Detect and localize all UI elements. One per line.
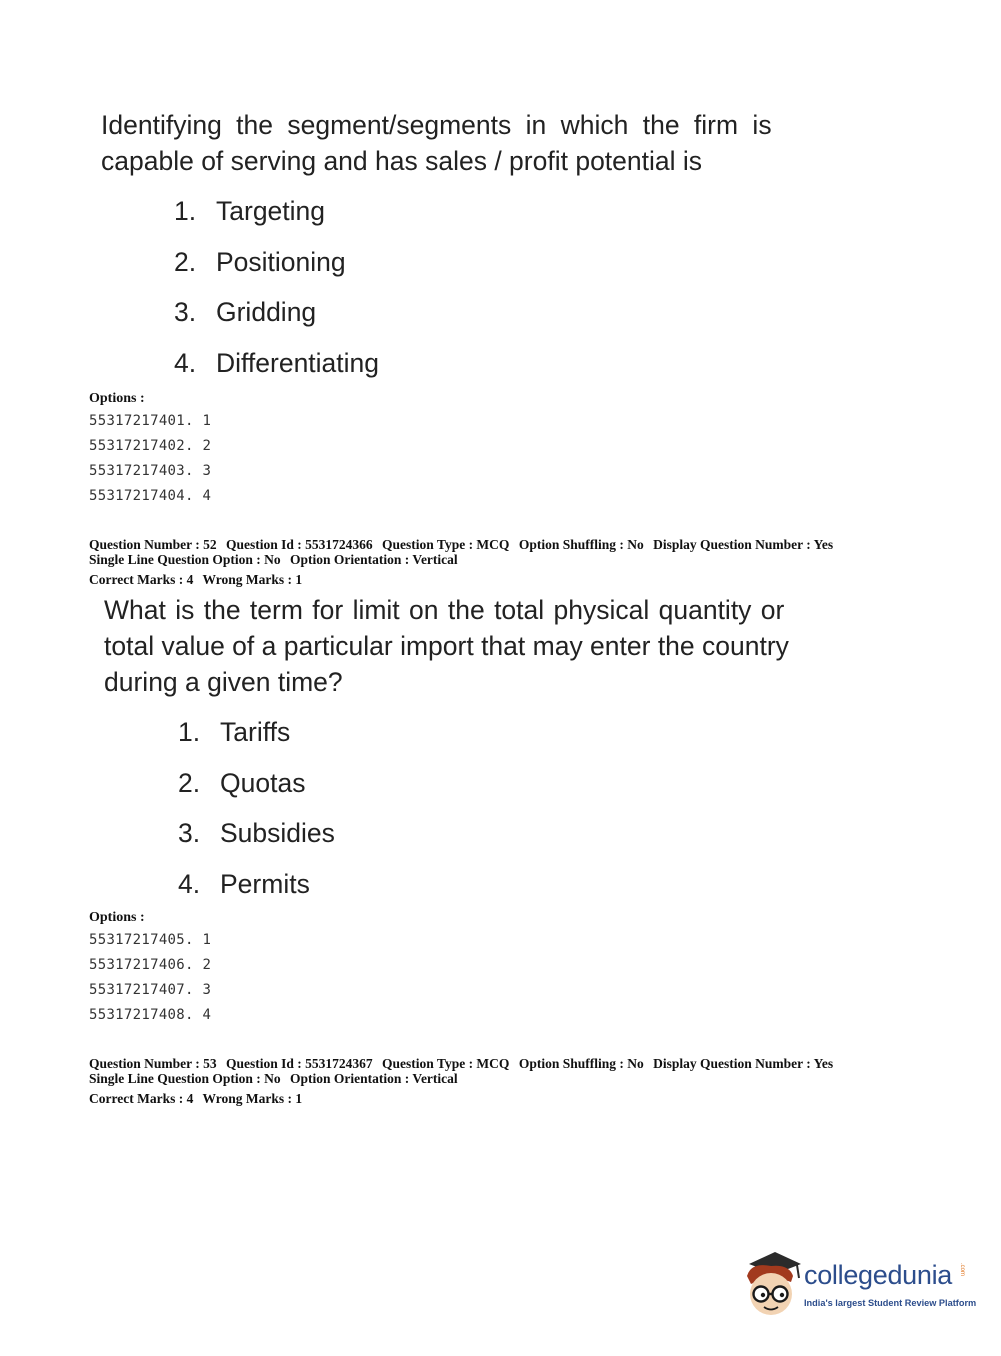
question-52-option-ids bbox=[89, 930, 211, 1030]
question-text-line: Identifying the segment/segments in which the firm is bbox=[101, 110, 772, 140]
logo-suffix: .com bbox=[959, 1263, 965, 1277]
question-text-line: total value of a particular import that may enter the country bbox=[104, 631, 789, 661]
meta-line: Single Line Question Option : No Option Orientation : Vertical bbox=[89, 1071, 458, 1086]
question-text-line: capable of serving and has sales / profit potential is bbox=[101, 146, 703, 176]
option-id: 55317217405. 1 bbox=[89, 932, 212, 948]
choice-item: 4. Differentiating bbox=[174, 347, 380, 378]
question-52-meta bbox=[89, 537, 833, 587]
marks-line: Correct Marks : 4 Wrong Marks : 1 bbox=[89, 1091, 303, 1106]
question-52-text bbox=[104, 592, 864, 700]
option-id: 55317217406. 2 bbox=[89, 957, 212, 973]
logo-wordmark: collegedunia bbox=[804, 1260, 953, 1290]
question-text-line: during a given time? bbox=[104, 667, 343, 697]
question-51-choices bbox=[174, 196, 379, 398]
option-id: 55317217408. 4 bbox=[89, 1007, 212, 1023]
option-id: 55317217403. 3 bbox=[89, 463, 212, 479]
choice-item: 2. Positioning bbox=[174, 246, 346, 277]
question-53-meta bbox=[89, 1056, 833, 1106]
question-text-line: What is the term for limit on the total physical quantity or bbox=[104, 595, 785, 625]
option-id: 55317217402. 2 bbox=[89, 438, 212, 454]
choice-item: 3. Subsidies bbox=[178, 818, 335, 848]
choice-item: 3. Gridding bbox=[174, 297, 317, 327]
collegedunia-logo bbox=[741, 1246, 977, 1324]
choice-item: 4. Permits bbox=[178, 868, 310, 899]
choice-item: 2. Quotas bbox=[178, 767, 306, 798]
meta-line: Question Number : 53 Question Id : 5531724367 Question Type : MCQ Option Shuffling : No Display Question Number : Yes bbox=[89, 1056, 834, 1071]
meta-line: Single Line Question Option : No Option Orientation : Vertical bbox=[89, 552, 458, 567]
question-51-option-ids bbox=[89, 411, 211, 511]
question-52-choices bbox=[178, 717, 335, 919]
mascot-icon bbox=[741, 1246, 803, 1320]
option-id: 55317217401. 1 bbox=[89, 413, 212, 429]
option-id: 55317217404. 4 bbox=[89, 488, 212, 504]
question-51-text bbox=[101, 107, 841, 179]
option-id: 55317217407. 3 bbox=[89, 982, 212, 998]
options-heading: Options : bbox=[89, 391, 145, 406]
logo-tagline: India's largest Student Review Platform bbox=[804, 1298, 977, 1308]
choice-item: 1. Tariffs bbox=[178, 717, 291, 747]
choice-item: 1. Targeting bbox=[174, 196, 326, 226]
meta-line: Question Number : 52 Question Id : 5531724366 Question Type : MCQ Option Shuffling : No Display Question Number : Yes bbox=[89, 537, 834, 552]
options-heading: Options : bbox=[89, 910, 145, 925]
marks-line: Correct Marks : 4 Wrong Marks : 1 bbox=[89, 572, 303, 587]
